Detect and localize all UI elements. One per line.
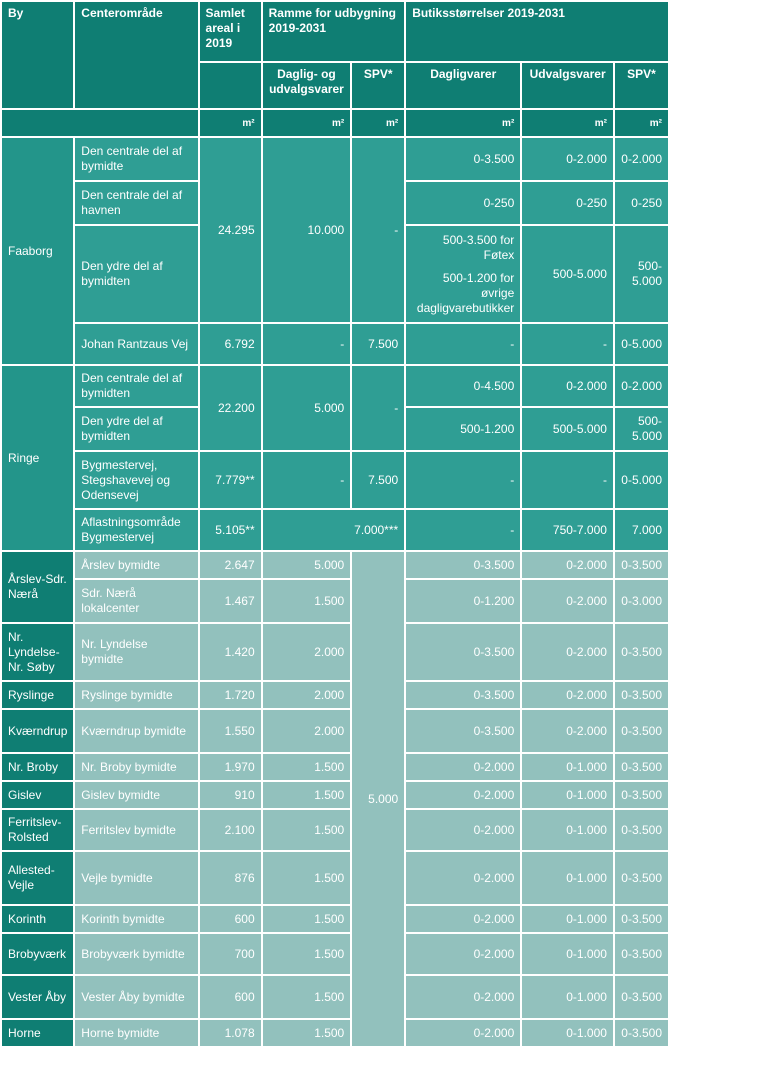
- dagligvarer-cell: 0-2.000: [406, 976, 520, 1018]
- city-cell: Ringe: [2, 366, 73, 550]
- ramme-cell: 1.500: [263, 580, 351, 622]
- udvalgsvarer-cell: -: [522, 324, 613, 364]
- spv-cell: 0-5.000: [615, 452, 668, 508]
- unit-row-label: [2, 110, 198, 136]
- header-daglig-udvalgsvarer: Daglig- og udvalgsvarer: [263, 63, 351, 108]
- ramme-cell: 1.500: [263, 1020, 351, 1046]
- dagligvarer-cell: 0-2.000: [406, 810, 520, 850]
- udvalgsvarer-cell: 0-1.000: [522, 852, 613, 904]
- dagligvarer-cell: -: [406, 510, 520, 550]
- table-row: [2, 324, 668, 364]
- ramme-cell: 1.500: [263, 976, 351, 1018]
- table-row: [2, 976, 668, 1018]
- udvalgsvarer-cell: 0-2.000: [522, 682, 613, 708]
- area-cell: Den centrale del af bymidten: [75, 366, 197, 406]
- areal-cell: 600: [200, 976, 261, 1018]
- area-cell: Gislev bymidte: [75, 782, 197, 808]
- spv-cell: 7.000: [615, 510, 668, 550]
- faaborg-section: [2, 138, 668, 364]
- areal-cell: 700: [200, 934, 261, 974]
- areal-cell: 910: [200, 782, 261, 808]
- udvalgsvarer-cell: 0-2.000: [522, 138, 613, 180]
- table-row: [2, 934, 668, 974]
- areal-cell: 1.420: [200, 624, 261, 680]
- header-by: By: [2, 2, 73, 108]
- ramme-cell: 1.500: [263, 852, 351, 904]
- area-cell: Årslev bymidte: [75, 552, 197, 578]
- header-butiksstorrelser: Butiksstørrelser 2019-2031: [406, 2, 668, 61]
- unit-label: m²: [522, 110, 613, 136]
- spv-cell: 500-5.000: [615, 408, 668, 450]
- spv-cell: 0-3.500: [615, 934, 668, 974]
- areal-cell: 2.647: [200, 552, 261, 578]
- ramme-cell: 1.500: [263, 934, 351, 974]
- areal-cell: 1.720: [200, 682, 261, 708]
- area-cell: Vejle bymidte: [75, 852, 197, 904]
- table-row: [2, 754, 668, 780]
- udvalgsvarer-cell: 500-5.000: [522, 226, 613, 322]
- dagligvarer-cell: 0-2.000: [406, 934, 520, 974]
- areal-cell: 24.295: [200, 138, 261, 322]
- ramme-cell: 5.000: [263, 552, 351, 578]
- ramme-spv-cell: -: [352, 138, 404, 322]
- table-row: [2, 1020, 668, 1046]
- spv-cell: 0-3.500: [615, 852, 668, 904]
- dagligvarer-line: 500-3.500 for Føtex: [442, 232, 515, 262]
- udvalgsvarer-cell: 0-1.000: [522, 934, 613, 974]
- table-row: [2, 366, 668, 406]
- table-row: [2, 710, 668, 752]
- table-row: [2, 852, 668, 904]
- city-cell: Kværndrup: [2, 710, 73, 752]
- unit-label: m²: [200, 110, 261, 136]
- table-row: [2, 624, 668, 680]
- dagligvarer-cell: 0-3.500: [406, 138, 520, 180]
- areal-cell: 2.100: [200, 810, 261, 850]
- dagligvarer-cell: 0-2.000: [406, 906, 520, 932]
- spv-cell: 0-3.500: [615, 976, 668, 1018]
- udvalgsvarer-cell: 0-2.000: [522, 710, 613, 752]
- city-cell: Vester Åby: [2, 976, 73, 1018]
- areal-cell: 876: [200, 852, 261, 904]
- spv-cell: 0-250: [615, 182, 668, 224]
- ramme-cell: -: [263, 324, 351, 364]
- city-cell: Brobyværk: [2, 934, 73, 974]
- header-empty: [200, 63, 261, 108]
- city-cell: Gislev: [2, 782, 73, 808]
- ramme-cell: 2.000: [263, 710, 351, 752]
- dagligvarer-cell: [406, 226, 520, 322]
- ramme-spv-cell: 7.500: [352, 452, 404, 508]
- udvalgsvarer-cell: 0-2.000: [522, 580, 613, 622]
- city-cell: Horne: [2, 1020, 73, 1046]
- area-cell: Sdr. Nærå lokalcenter: [75, 580, 197, 622]
- spv-cell: 0-3.500: [615, 624, 668, 680]
- dagligvarer-cell: 0-3.500: [406, 682, 520, 708]
- header-samlet-areal: Samlet areal i 2019: [200, 2, 261, 61]
- area-cell: Den ydre del af bymidten: [75, 408, 197, 450]
- table-row: [2, 138, 668, 180]
- area-cell: Ferritslev bymidte: [75, 810, 197, 850]
- spv-cell: 0-3.500: [615, 782, 668, 808]
- dagligvarer-cell: 0-2.000: [406, 852, 520, 904]
- udvalgsvarer-cell: 0-2.000: [522, 552, 613, 578]
- ramme-cell: 2.000: [263, 624, 351, 680]
- udvalgsvarer-cell: 0-1.000: [522, 906, 613, 932]
- udvalgsvarer-cell: 0-1.000: [522, 1020, 613, 1046]
- udvalgsvarer-cell: 0-1.000: [522, 782, 613, 808]
- unit-label: m²: [263, 110, 351, 136]
- spv-cell: 0-3.500: [615, 906, 668, 932]
- area-cell: Vester Åby bymidte: [75, 976, 197, 1018]
- udvalgsvarer-cell: 0-250: [522, 182, 613, 224]
- dagligvarer-line: 500-1.200 for øvrige dagligvarebutikker: [416, 270, 515, 315]
- spv-cell: 500-5.000: [615, 226, 668, 322]
- small-towns-section: [2, 552, 668, 1046]
- udvalgsvarer-cell: 500-5.000: [522, 408, 613, 450]
- spv-cell: 0-2.000: [615, 138, 668, 180]
- area-cell: Johan Rantzaus Vej: [75, 324, 197, 364]
- dagligvarer-cell: 0-2.000: [406, 754, 520, 780]
- dagligvarer-cell: 0-2.000: [406, 1020, 520, 1046]
- spv-cell: 0-3.500: [615, 552, 668, 578]
- area-cell: Kværndrup bymidte: [75, 710, 197, 752]
- ramme-cell: 10.000: [263, 138, 351, 322]
- table-row: [2, 510, 668, 550]
- dagligvarer-cell: 0-1.200: [406, 580, 520, 622]
- area-cell: Ryslinge bymidte: [75, 682, 197, 708]
- ramme-cell: -: [263, 452, 351, 508]
- spv-cell: 0-3.000: [615, 580, 668, 622]
- ramme-spv-cell: 5.000: [352, 552, 404, 1046]
- ramme-cell: 2.000: [263, 682, 351, 708]
- area-cell: Den ydre del af bymidten: [75, 226, 197, 322]
- spv-cell: 0-3.500: [615, 682, 668, 708]
- udvalgsvarer-cell: -: [522, 452, 613, 508]
- area-cell: Korinth bymidte: [75, 906, 197, 932]
- header-spv: SPV*: [352, 63, 404, 108]
- header-centeromrade: Centerområde: [75, 2, 197, 108]
- areal-cell: 22.200: [200, 366, 261, 450]
- city-cell: Nr. Lyndelse-Nr. Søby: [2, 624, 73, 680]
- areal-cell: 1.078: [200, 1020, 261, 1046]
- table-row: [2, 580, 668, 622]
- ramme-cell: 1.500: [263, 810, 351, 850]
- spv-cell: 0-5.000: [615, 324, 668, 364]
- spv-cell: 0-3.500: [615, 754, 668, 780]
- unit-label: m²: [406, 110, 520, 136]
- areal-cell: 1.550: [200, 710, 261, 752]
- ramme-cell: 1.500: [263, 906, 351, 932]
- area-cell: Bygmestervej, Stegshavevej og Odensevej: [75, 452, 197, 508]
- area-cell: Den centrale del af bymidte: [75, 138, 197, 180]
- areal-cell: 5.105**: [200, 510, 261, 550]
- udvalgsvarer-cell: 0-2.000: [522, 624, 613, 680]
- city-cell: Ferritslev-Rolsted: [2, 810, 73, 850]
- table-row: [2, 682, 668, 708]
- area-cell: Aflastningsområde Bygmestervej: [75, 510, 197, 550]
- spv-cell: 0-3.500: [615, 810, 668, 850]
- city-cell: Ryslinge: [2, 682, 73, 708]
- table-row: [2, 552, 668, 578]
- table-header: [2, 2, 668, 136]
- header-udvalgsvarer: Udvalgsvarer: [522, 63, 613, 108]
- ramme-cell: 7.000***: [263, 510, 405, 550]
- city-cell: Årslev-Sdr. Nærå: [2, 552, 73, 622]
- dagligvarer-cell: 500-1.200: [406, 408, 520, 450]
- dagligvarer-cell: 0-3.500: [406, 552, 520, 578]
- udvalgsvarer-cell: 750-7.000: [522, 510, 613, 550]
- ramme-cell: 1.500: [263, 754, 351, 780]
- area-cell: Nr. Broby bymidte: [75, 754, 197, 780]
- city-cell: Allested-Vejle: [2, 852, 73, 904]
- area-cell: Brobyværk bymidte: [75, 934, 197, 974]
- spv-cell: 0-2.000: [615, 366, 668, 406]
- areal-cell: 6.792: [200, 324, 261, 364]
- unit-label: m²: [352, 110, 404, 136]
- ramme-spv-cell: 7.500: [352, 324, 404, 364]
- udvalgsvarer-cell: 0-2.000: [522, 366, 613, 406]
- dagligvarer-cell: 0-4.500: [406, 366, 520, 406]
- ramme-cell: 1.500: [263, 782, 351, 808]
- area-cell: Den centrale del af havnen: [75, 182, 197, 224]
- unit-label: m²: [615, 110, 668, 136]
- areal-cell: 7.779**: [200, 452, 261, 508]
- udvalgsvarer-cell: 0-1.000: [522, 754, 613, 780]
- city-cell: Korinth: [2, 906, 73, 932]
- header-ramme: Ramme for udbygning 2019-2031: [263, 2, 405, 61]
- udvalgsvarer-cell: 0-1.000: [522, 810, 613, 850]
- city-cell: Nr. Broby: [2, 754, 73, 780]
- table-row: [2, 810, 668, 850]
- area-cell: Horne bymidte: [75, 1020, 197, 1046]
- udvalgsvarer-cell: 0-1.000: [522, 976, 613, 1018]
- table-row: [2, 452, 668, 508]
- ramme-cell: 5.000: [263, 366, 351, 450]
- areal-cell: 1.970: [200, 754, 261, 780]
- dagligvarer-cell: -: [406, 324, 520, 364]
- dagligvarer-cell: 0-250: [406, 182, 520, 224]
- spv-cell: 0-3.500: [615, 710, 668, 752]
- dagligvarer-cell: 0-3.500: [406, 624, 520, 680]
- header-dagligvarer: Dagligvarer: [406, 63, 520, 108]
- city-cell: Faaborg: [2, 138, 73, 364]
- header-spv-2: SPV*: [615, 63, 668, 108]
- dagligvarer-cell: -: [406, 452, 520, 508]
- areal-cell: 600: [200, 906, 261, 932]
- ringe-section: [2, 366, 668, 550]
- area-cell: Nr. Lyndelse bymidte: [75, 624, 197, 680]
- dagligvarer-cell: 0-3.500: [406, 710, 520, 752]
- ramme-spv-cell: -: [352, 366, 404, 450]
- dagligvarer-cell: 0-2.000: [406, 782, 520, 808]
- table-row: [2, 782, 668, 808]
- spv-cell: 0-3.500: [615, 1020, 668, 1046]
- areal-cell: 1.467: [200, 580, 261, 622]
- table-row: [2, 906, 668, 932]
